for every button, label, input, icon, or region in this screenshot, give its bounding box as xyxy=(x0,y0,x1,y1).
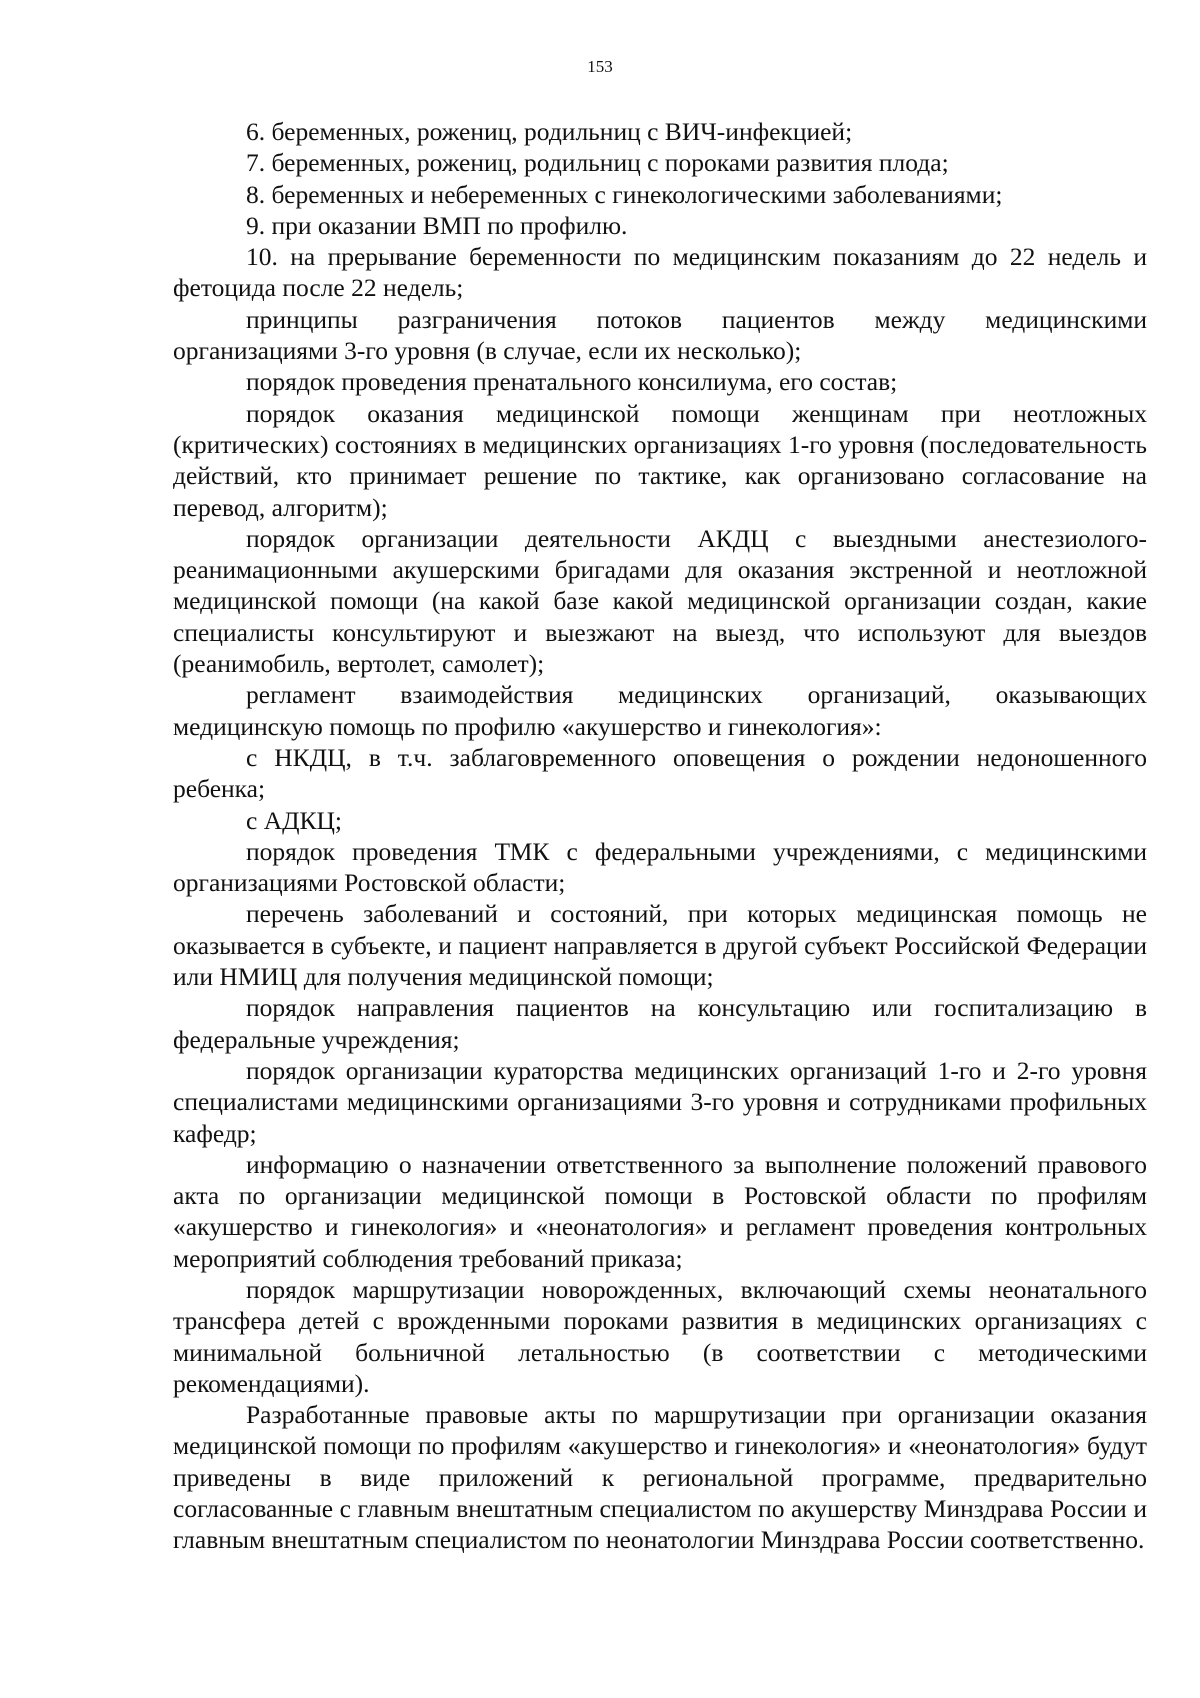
paragraph-responsible-person: информацию о назначении ответственного за выполнение положений правового акта по организации медицинской помощи в Ростовской области по профилям «акушерство и гинекология» и «неонатология» и регламент проведения контрольных мероприятий соблюдения требований приказа; xyxy=(173,1149,1147,1273)
paragraph-interaction-regulation: регламент взаимодействия медицинских организаций, оказывающих медицинскую помощь по профилю «акушерство и гинекология»: xyxy=(173,680,1147,741)
paragraph-newborn-routing: порядок маршрутизации новорожденных, включающий схемы неонатального трансфера детей с врожденными пороками развития в медицинских организациях с минимальной больничной летальностью (в соответствии с методическими рекомендациями). xyxy=(173,1274,1147,1398)
paragraph-federal-referral: порядок направления пациентов на консультацию или госпитализацию в федеральные учреждения; xyxy=(173,993,1147,1054)
paragraph-prenatal-council: порядок проведения пренатального консилиума, его состав; xyxy=(246,367,898,397)
paragraph-adkc: с АДКЦ; xyxy=(246,805,343,835)
list-item-fetal-defects: 7. беременных, рожениц, родильниц с пороками развития плода; xyxy=(246,148,949,178)
list-item-gynecology: 8. беременных и небеременных с гинекологическими заболеваниями; xyxy=(246,179,1003,209)
paragraph-nkdc: с НКДЦ, в т.ч. заблаговременного оповещения о рождении недоношенного ребенка; xyxy=(173,742,1147,804)
list-item-hiv: 6. беременных, рожениц, родильниц с ВИЧ-инфекцией; xyxy=(246,117,853,146)
paragraph-akdc: порядок организации деятельности АКДЦ с выездными анестезиолого-реанимационными акушерскими бригадами для оказания экстренной и неотложной медицинской помощи (на какой базе какой медицинской организации создан, какие специалисты консультируют и выезжают на выезд, что используют для выездов (реанимобиль, вертолет, самолет); xyxy=(173,523,1147,679)
list-item-vmp: 9. при оказании ВМП по профилю. xyxy=(246,210,628,240)
paragraph-conclusion: Разработанные правовые акты по маршрутизации при организации оказания медицинской помощи по профилям «акушерство и гинекология» и «неонатология» будут приведены в виде приложений к региональной программе, предварительно согласованные с главным внештатным специалистом по акушерству Минздрава России и главным внештатным специалистом по неонатологии Минздрава России соответственно. xyxy=(173,1400,1147,1555)
document-body xyxy=(173,116,1147,1556)
paragraph-emergency-care: порядок оказания медицинской помощи женщинам при неотложных (критических) состояниях в медицинских организациях 1-го уровня (последовательность действий, кто принимает решение по тактике, как организовано согласование на перевод, алгоритм); xyxy=(173,398,1147,522)
paragraph-curatorship: порядок организации кураторства медицинских организаций 1-го и 2-го уровня специалистами медицинскими организациями 3-го уровня и сотрудниками профильных кафедр; xyxy=(173,1055,1147,1148)
paragraph-tmk: порядок проведения ТМК с федеральными учреждениями, с медицинскими организациями Ростовской области; xyxy=(173,836,1147,898)
list-item-termination: 10. на прерывание беременности по медицинским показаниям до 22 недель и фетоцида после 22 недель; xyxy=(173,242,1147,303)
page-number: 153 xyxy=(587,57,613,76)
paragraph-patient-flows: принципы разграничения потоков пациентов между медицинскими организациями 3-го уровня (в случае, если их несколько); xyxy=(173,304,1147,366)
paragraph-disease-list: перечень заболеваний и состояний, при которых медицинская помощь не оказывается в субъекте, и пациент направляется в другой субъект Российской Федерации или НМИЦ для получения медицинской помощи; xyxy=(173,899,1147,992)
